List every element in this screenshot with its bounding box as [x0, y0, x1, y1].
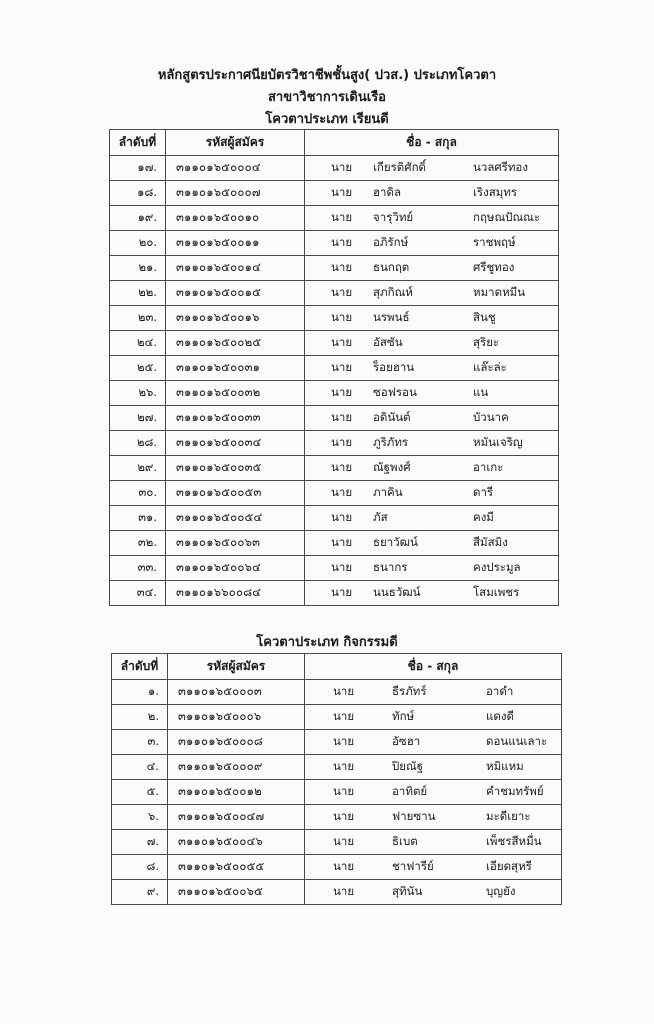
applicant-code: ๓๑๑๐๑๖๕๐๐๓๑: [166, 356, 305, 381]
last-name: อาดำ: [486, 684, 514, 698]
applicant-code: ๓๑๑๐๑๖๕๐๐๒๕: [166, 331, 305, 356]
applicant-name: [305, 306, 559, 331]
quota-type-activity-heading: โควตาประเภท กิจกรรมดี: [256, 635, 398, 650]
name-prefix: นาย: [331, 310, 353, 324]
last-name: อาเกะ: [473, 460, 504, 474]
header-no: ลำดับที่: [110, 130, 166, 156]
name-prefix: นาย: [333, 884, 355, 898]
applicant-code: ๓๑๑๐๑๖๕๐๐๐๗: [166, 181, 305, 206]
applicant-code: ๓๑๑๐๑๖๖๐๐๘๔: [166, 581, 305, 606]
first-name: อาทิตย์: [392, 784, 428, 798]
last-name: เอียดสุหรี: [486, 859, 532, 873]
table-row: [112, 855, 562, 880]
last-name: แดงดี: [486, 709, 514, 723]
row-number: ๒๙.: [110, 456, 166, 481]
row-number: ๒๒.: [110, 281, 166, 306]
first-name: ณัฐพงศ์: [373, 460, 411, 474]
row-number: ๒๓.: [110, 306, 166, 331]
table-row: [112, 755, 562, 780]
row-number: ๓๒.: [110, 531, 166, 556]
first-name: อัสซัน: [373, 335, 403, 349]
applicant-code: ๓๑๑๐๑๖๕๐๐๕๔: [166, 506, 305, 531]
applicant-code: ๓๑๑๐๑๖๕๐๐๔๗: [168, 805, 305, 830]
activity-quota-table: [111, 653, 562, 905]
row-number: ๗.: [112, 830, 168, 855]
applicant-name: [305, 705, 562, 730]
first-name: นนธวัฒน์: [373, 585, 421, 599]
first-name: ธนกฤต: [373, 260, 410, 274]
name-prefix: นาย: [333, 859, 355, 873]
row-number: ๓๔.: [110, 581, 166, 606]
table-row: [112, 730, 562, 755]
table-row: [110, 206, 559, 231]
first-name: สุทินัน: [392, 884, 423, 898]
table-row: [110, 581, 559, 606]
table-row: [112, 780, 562, 805]
quota-type-academic-heading: โควตาประเภท เรียนดี: [265, 112, 389, 127]
first-name: จารุวิทย์: [373, 210, 414, 224]
row-number: ๑.: [112, 680, 168, 705]
first-name: ธิเบต: [392, 834, 418, 848]
row-number: ๒๔.: [110, 331, 166, 356]
row-number: ๓๑.: [110, 506, 166, 531]
table-row: [110, 256, 559, 281]
last-name: หมันเจริญ: [473, 435, 523, 449]
table-row: [112, 680, 562, 705]
last-name: ดารี: [473, 485, 494, 499]
first-name: ชาฟารีย์: [392, 859, 434, 873]
last-name: คงมี: [473, 510, 494, 524]
table-row: [112, 705, 562, 730]
name-prefix: นาย: [331, 185, 353, 199]
last-name: กฤษณปัณณะ: [473, 210, 540, 224]
table-row: [110, 556, 559, 581]
name-prefix: นาย: [331, 285, 353, 299]
name-prefix: นาย: [331, 210, 353, 224]
last-name: คงประมูล: [473, 560, 521, 574]
name-prefix: นาย: [333, 709, 355, 723]
applicant-code: ๓๑๑๐๑๖๕๐๐๑๒: [168, 780, 305, 805]
name-prefix: นาย: [331, 260, 353, 274]
applicant-code: ๓๑๑๐๑๖๕๐๐๑๐: [166, 206, 305, 231]
table-header-row: [110, 130, 559, 156]
table-row: [110, 456, 559, 481]
name-prefix: นาย: [331, 485, 353, 499]
name-prefix: นาย: [331, 535, 353, 549]
name-prefix: นาย: [331, 385, 353, 399]
applicant-name: [305, 206, 559, 231]
applicant-name: [305, 381, 559, 406]
table-row: [110, 306, 559, 331]
name-prefix: นาย: [333, 834, 355, 848]
header-name: ชื่อ - สกุล: [305, 654, 562, 680]
first-name: ภูริภัทร: [373, 435, 409, 449]
applicant-name: [305, 231, 559, 256]
document-title: หลักสูตรประกาศนียบัตรวิชาชีพชั้นสูง( ปวส.) ประเภทโควตา: [157, 68, 497, 83]
program-title: สาขาวิชาการเดินเรือ: [267, 90, 386, 105]
row-number: ๑๗.: [110, 156, 166, 181]
table-row: [110, 231, 559, 256]
name-prefix: นาย: [333, 759, 355, 773]
last-name: หมิแหม: [486, 759, 524, 773]
last-name: สุริยะ: [473, 335, 500, 349]
table-row: [110, 281, 559, 306]
header-code: รหัสผู้สมัคร: [166, 130, 305, 156]
last-name: เริงสมุทร: [473, 185, 518, 199]
last-name: แล๊ะล่ะ: [473, 360, 507, 374]
applicant-name: [305, 406, 559, 431]
table-row: [112, 880, 562, 905]
row-number: ๖.: [112, 805, 168, 830]
first-name: ปิยณัฐ: [392, 759, 424, 773]
row-number: ๔.: [112, 755, 168, 780]
applicant-code: ๓๑๑๐๑๖๕๐๐๖๓: [166, 531, 305, 556]
applicant-code: ๓๑๑๐๑๖๕๐๐๑๑: [166, 231, 305, 256]
first-name: อภิรักษ์: [373, 235, 409, 249]
name-prefix: นาย: [331, 560, 353, 574]
first-name: ร็อยฮาน: [373, 360, 415, 374]
applicant-name: [305, 281, 559, 306]
row-number: ๓๐.: [110, 481, 166, 506]
applicant-code: ๓๑๑๐๑๖๕๐๐๓๓: [166, 406, 305, 431]
applicant-code: ๓๑๑๐๑๖๕๐๐๑๔: [166, 256, 305, 281]
table-row: [110, 181, 559, 206]
applicant-name: [305, 506, 559, 531]
applicant-name: [305, 855, 562, 880]
applicant-name: [305, 780, 562, 805]
applicant-code: ๓๑๑๐๑๖๕๐๐๐๖: [168, 705, 305, 730]
row-number: ๙.: [112, 880, 168, 905]
applicant-code: ๓๑๑๐๑๖๕๐๐๑๕: [166, 281, 305, 306]
applicant-code: ๓๑๑๐๑๖๕๐๐๐๙: [168, 755, 305, 780]
last-name: ศรีชูทอง: [473, 260, 515, 274]
applicant-name: [305, 431, 559, 456]
last-name: หมาดหมีน: [473, 285, 526, 299]
first-name: ธนากร: [373, 560, 408, 574]
row-number: ๒๘.: [110, 431, 166, 456]
row-number: ๘.: [112, 855, 168, 880]
name-prefix: นาย: [333, 809, 355, 823]
header-name: ชื่อ - สกุล: [305, 130, 559, 156]
last-name: โสมเพชร: [473, 585, 520, 599]
row-number: ๑๘.: [110, 181, 166, 206]
row-number: ๕.: [112, 780, 168, 805]
last-name: ดอนแนเลาะ: [486, 734, 548, 748]
header-no: ลำดับที่: [112, 654, 168, 680]
row-number: ๒๗.: [110, 406, 166, 431]
row-number: ๒๐.: [110, 231, 166, 256]
last-name: นวลศรีทอง: [473, 160, 528, 174]
table-row: [110, 531, 559, 556]
first-name: ฟายซาน: [392, 809, 436, 823]
applicant-name: [305, 456, 559, 481]
first-name: อดินันต์: [373, 410, 411, 424]
table-header-row: [112, 654, 562, 680]
first-name: อัซฮา: [392, 734, 421, 748]
table-row: [110, 506, 559, 531]
table-row: [110, 331, 559, 356]
last-name: แน: [473, 385, 489, 399]
last-name: ราชพฤษ์: [473, 235, 516, 249]
first-name: ธีรภัทร์: [392, 684, 427, 698]
row-number: ๑๙.: [110, 206, 166, 231]
table-row: [110, 481, 559, 506]
applicant-code: ๓๑๑๐๑๖๕๐๐๑๖: [166, 306, 305, 331]
applicant-name: [305, 730, 562, 755]
table-row: [110, 156, 559, 181]
applicant-name: [305, 556, 559, 581]
row-number: ๒๖.: [110, 381, 166, 406]
row-number: ๒.: [112, 705, 168, 730]
applicant-code: ๓๑๑๐๑๖๕๐๐๖๔: [166, 556, 305, 581]
header-code: รหัสผู้สมัคร: [168, 654, 305, 680]
row-number: ๓๓.: [110, 556, 166, 581]
table-row: [110, 356, 559, 381]
last-name: บุญยัง: [486, 884, 516, 898]
name-prefix: นาย: [331, 585, 353, 599]
last-name: คำชมทรัพย์: [486, 784, 544, 798]
first-name: ทักษ์: [392, 709, 415, 723]
academic-quota-table: [109, 129, 559, 606]
name-prefix: นาย: [331, 510, 353, 524]
applicant-code: ๓๑๑๐๑๖๕๐๐๓๒: [166, 381, 305, 406]
name-prefix: นาย: [333, 684, 355, 698]
name-prefix: นาย: [333, 734, 355, 748]
first-name: นรพนธ์: [373, 310, 410, 324]
applicant-code: ๓๑๑๐๑๖๕๐๐๔๖: [168, 830, 305, 855]
last-name: สีมัสมิง: [473, 535, 508, 549]
name-prefix: นาย: [331, 460, 353, 474]
name-prefix: นาย: [333, 784, 355, 798]
applicant-name: [305, 680, 562, 705]
applicant-name: [305, 581, 559, 606]
first-name: ธยาวัฒน์: [373, 535, 418, 549]
applicant-code: ๓๑๑๐๑๖๕๐๐๐๔: [166, 156, 305, 181]
applicant-name: [305, 830, 562, 855]
first-name: ฮาดิล: [373, 185, 401, 199]
last-name: มะดีเยาะ: [486, 809, 531, 823]
table-row: [110, 381, 559, 406]
row-number: ๓.: [112, 730, 168, 755]
first-name: ภาคิน: [373, 485, 403, 499]
name-prefix: นาย: [331, 410, 353, 424]
row-number: ๒๑.: [110, 256, 166, 281]
row-number: ๒๕.: [110, 356, 166, 381]
applicant-code: ๓๑๑๐๑๖๕๐๐๓๔: [166, 431, 305, 456]
last-name: บัวนาค: [473, 410, 509, 424]
applicant-name: [305, 331, 559, 356]
applicant-name: [305, 755, 562, 780]
first-name: สุภกิณห์: [373, 285, 413, 299]
name-prefix: นาย: [331, 360, 353, 374]
name-prefix: นาย: [331, 335, 353, 349]
last-name: สินชู: [473, 310, 496, 324]
applicant-code: ๓๑๑๐๑๖๕๐๐๐๓: [168, 680, 305, 705]
table-row: [112, 805, 562, 830]
first-name: ซอฟรอน: [373, 385, 417, 399]
applicant-name: [305, 256, 559, 281]
applicant-name: [305, 531, 559, 556]
table-row: [110, 406, 559, 431]
table-row: [112, 830, 562, 855]
first-name: ภัส: [373, 510, 388, 524]
applicant-code: ๓๑๑๐๑๖๕๐๐๕๕: [168, 855, 305, 880]
applicant-name: [305, 156, 559, 181]
applicant-code: ๓๑๑๐๑๖๕๐๐๕๓: [166, 481, 305, 506]
name-prefix: นาย: [331, 235, 353, 249]
table-row: [110, 431, 559, 456]
applicant-code: ๓๑๑๐๑๖๕๐๐๓๕: [166, 456, 305, 481]
applicant-name: [305, 805, 562, 830]
name-prefix: นาย: [331, 160, 353, 174]
applicant-name: [305, 880, 562, 905]
first-name: เกียรติศักดิ์: [373, 160, 427, 174]
name-prefix: นาย: [331, 435, 353, 449]
applicant-name: [305, 356, 559, 381]
applicant-name: [305, 181, 559, 206]
applicant-code: ๓๑๑๐๑๖๕๐๐๖๕: [168, 880, 305, 905]
last-name: เพ็ชรสีหมื่น: [486, 834, 542, 848]
applicant-name: [305, 481, 559, 506]
applicant-code: ๓๑๑๐๑๖๕๐๐๐๘: [168, 730, 305, 755]
